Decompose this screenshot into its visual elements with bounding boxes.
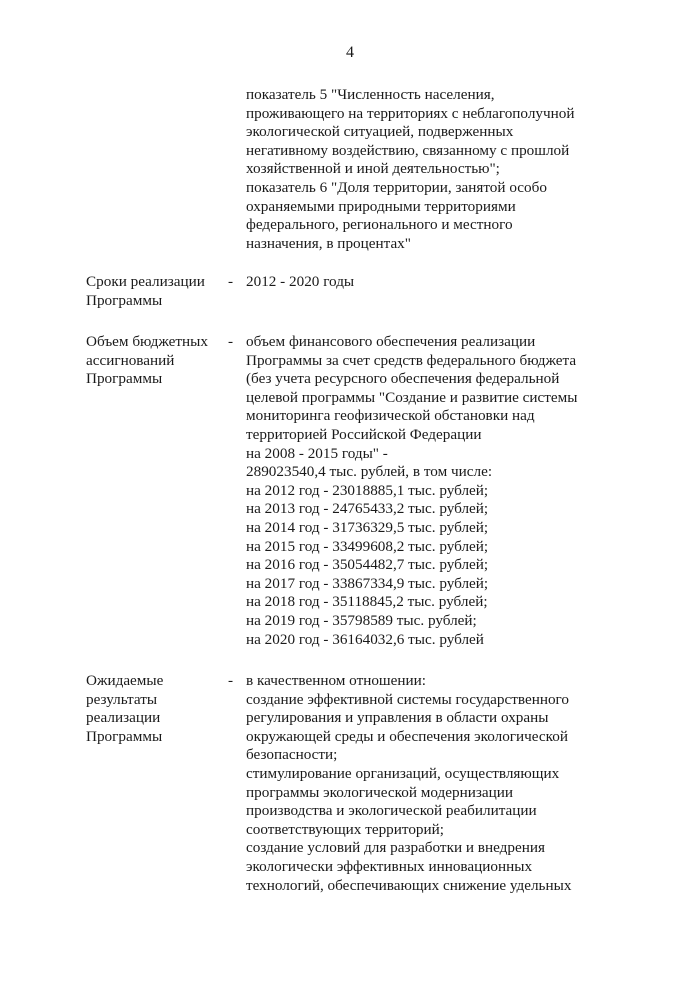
page-number: 4 (346, 44, 354, 61)
period-label-line: Программы (86, 291, 163, 309)
results-dash: - (228, 672, 234, 689)
results-label (86, 672, 226, 746)
budget-line: (без учета ресурсного обеспечения федеральной (246, 370, 560, 388)
budget-line: мониторинга геофизической обстановки над (246, 407, 535, 425)
results-value (246, 672, 666, 895)
budget-dash: - (228, 333, 234, 350)
budget-line: на 2018 год - 35118845,2 тыс. рублей; (246, 593, 488, 611)
results-line: производства и экологической реабилитации (246, 802, 537, 820)
budget-line: на 2016 год - 35054482,7 тыс. рублей; (246, 556, 489, 574)
results-line: безопасности; (246, 746, 338, 764)
budget-line: целевой программы "Создание и развитие системы (246, 388, 578, 406)
budget-label-line: ассигнований (86, 351, 175, 369)
budget-line: Программы за счет средств федерального бюджета (246, 351, 577, 369)
results-line: программы экологической модернизации (246, 783, 513, 801)
period-value (246, 273, 666, 292)
budget-line: на 2019 год - 35798589 тыс. рублей; (246, 611, 477, 629)
budget-value (246, 333, 666, 649)
results-line: создание эффективной системы государственного (246, 690, 569, 708)
results-label-line: результаты (86, 690, 158, 708)
budget-label (86, 333, 226, 389)
budget-line: объем финансового обеспечения реализации (246, 333, 536, 350)
budget-label-line: Объем бюджетных (86, 333, 208, 350)
period-dash: - (228, 273, 234, 290)
budget-line: на 2008 - 2015 годы" - (246, 444, 388, 462)
budget-line: территорией Российской Федерации (246, 425, 482, 443)
budget-line: на 2012 год - 23018885,1 тыс. рублей; (246, 481, 489, 499)
intro-line: хозяйственной и иной деятельностью"; (246, 160, 500, 178)
results-line: соответствующих территорий; (246, 820, 444, 838)
intro-line: показатель 6 "Доля территории, занятой особо (246, 178, 547, 196)
results-label-line: Ожидаемые (86, 672, 164, 689)
budget-line: 289023540,4 тыс. рублей, в том числе: (246, 463, 493, 481)
budget-label-line: Программы (86, 370, 163, 388)
budget-line: на 2014 год - 31736329,5 тыс. рублей; (246, 518, 489, 536)
intro-line: охраняемыми природными территориями (246, 197, 516, 215)
results-line: экологически эффективных инновационных (246, 857, 533, 875)
results-line: окружающей среды и обеспечения экологической (246, 727, 568, 745)
budget-line: на 2020 год - 36164032,6 тыс. рублей (246, 630, 484, 648)
period-line: 2012 - 2020 годы (246, 273, 355, 290)
intro-line: экологической ситуацией, подверженных (246, 123, 514, 141)
budget-line: на 2015 год - 33499608,2 тыс. рублей; (246, 537, 489, 555)
results-line: регулирования и управления в области охраны (246, 709, 549, 727)
results-line: в качественном отношении: (246, 672, 426, 689)
intro-indicators-text (246, 86, 666, 253)
results-line: создание условий для разработки и внедрения (246, 839, 545, 857)
intro-line: федерального, регионального и местного (246, 216, 513, 234)
results-line: технологий, обеспечивающих снижение удельных (246, 876, 572, 894)
intro-line: назначения, в процентах" (246, 234, 411, 252)
period-label-line: Сроки реализации (86, 273, 205, 290)
intro-line: показатель 5 "Численность населения, (246, 86, 495, 103)
results-line: стимулирование организаций, осуществляющих (246, 764, 560, 782)
budget-line: на 2017 год - 33867334,9 тыс. рублей; (246, 574, 489, 592)
results-label-line: реализации (86, 709, 161, 727)
budget-line: на 2013 год - 24765433,2 тыс. рублей; (246, 500, 489, 518)
intro-line: проживающего на территориях с неблагополучной (246, 104, 575, 122)
results-label-line: Программы (86, 727, 163, 745)
intro-line: негативному воздействию, связанному с прошлой (246, 141, 570, 159)
period-label (86, 273, 226, 310)
